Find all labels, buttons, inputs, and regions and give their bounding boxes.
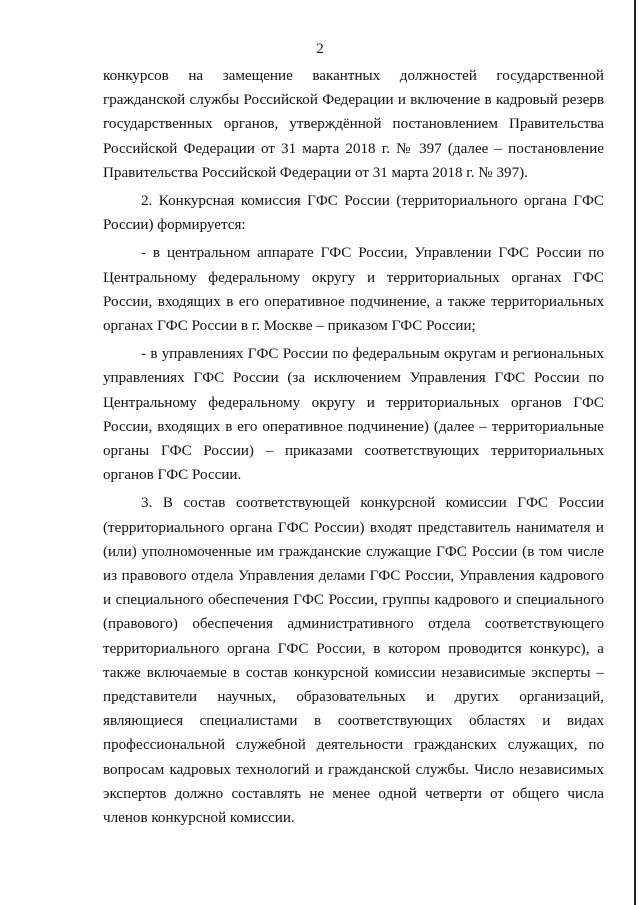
page-number: 2 bbox=[316, 41, 324, 57]
scan-edge-line bbox=[634, 0, 636, 905]
paragraph-central-apparatus: - в центральном аппарате ГФС России, Управлении ГФС России по Центральному федеральному округу и территориальных органах ГФС России, входящих в его оперативное подчинение, а также территориальных органах ГФС России в г. Москве – приказом ГФС России; bbox=[103, 245, 604, 335]
paragraph-federal-districts: - в управлениях ГФС России по федеральным округам и региональных управлениях ГФС России (за исключением Управления ГФС России по Центральному федеральному округу и территориальных органов ГФС России, входящих в его оперативное подчинение) (далее – территориальные органы ГФС России) – приказами соответствующих территориальных органов ГФС России. bbox=[103, 346, 604, 484]
paragraph-continuation: конкурсов на замещение вакантных должностей государственной гражданской службы Российской Федерации и включение в кадровый резерв государственных органов, утверждённой постановлением Правительства Российской Федерации от 31 марта 2018 г. № 397 (далее – постановление Правительства Российской Федерации от 31 марта 2018 г. № 397). bbox=[103, 68, 604, 181]
document-body bbox=[103, 64, 604, 834]
paragraph-commission-formation: 2. Конкурсная комиссия ГФС России (территориального органа ГФС России) формируется: bbox=[103, 193, 604, 234]
paragraph-commission-composition: 3. В состав соответствующей конкурсной комиссии ГФС России (территориального органа ГФС России) входят представитель нанимателя и (или) уполномоченные им гражданские служащие ГФС России (в том числе из правового отдела Управления делами ГФС России, Управления кадрового и специального обеспечения ГФС России, группы кадрового и специального (правового) обеспечения административного отдела соответствующего территориального органа ГФС России, в котором проводится конкурс), а также включаемые в состав конкурсной комиссии независимые эксперты – представители научных, образовательных и других организаций, являющиеся специалистами в соответствующих областях и видах профессиональной служебной деятельности гражданских служащих, по вопросам кадровых технологий и гражданской службы. Число независимых экспертов должно составлять не менее одной четверти от общего числа членов конкурсной комиссии. bbox=[103, 495, 604, 827]
